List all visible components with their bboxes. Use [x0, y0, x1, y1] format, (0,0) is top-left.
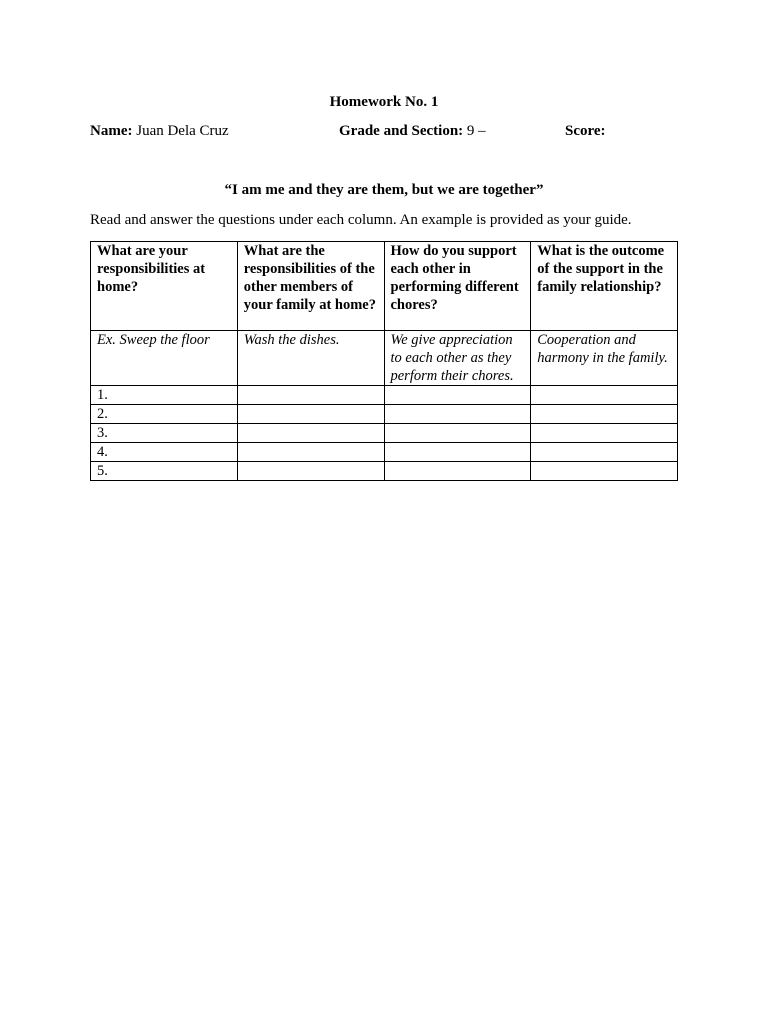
- header-outcome: What is the outcome of the support in the family relationship?: [531, 242, 678, 331]
- score-label: Score:: [565, 123, 606, 139]
- table-example-row: [91, 331, 678, 386]
- table-row: [91, 424, 678, 443]
- homework-title: Homework No. 1: [329, 94, 439, 110]
- row-number: 1.: [91, 386, 238, 405]
- example-cell: Cooperation and harmony in the family.: [531, 331, 678, 386]
- answer-cell[interactable]: [237, 443, 384, 462]
- instructions-text: Read and answer the questions under each column. An example is provided as your guide.: [90, 212, 632, 228]
- grade-section-value: 9 –: [463, 123, 486, 139]
- answer-cell[interactable]: [531, 405, 678, 424]
- table-header-row: [91, 242, 678, 331]
- answer-cell[interactable]: [237, 424, 384, 443]
- example-cell: Wash the dishes.: [237, 331, 384, 386]
- answer-cell[interactable]: [384, 443, 531, 462]
- answer-cell[interactable]: [531, 386, 678, 405]
- table-row: [91, 405, 678, 424]
- answer-cell[interactable]: [531, 462, 678, 481]
- header-family-responsibilities: What are the responsibilities of the other members of your family at home?: [237, 242, 384, 331]
- row-number: 4.: [91, 443, 238, 462]
- answer-cell[interactable]: [237, 462, 384, 481]
- answer-cell[interactable]: [384, 462, 531, 481]
- answer-cell[interactable]: [384, 386, 531, 405]
- theme-quote: “I am me and they are them, but we are together”: [224, 182, 544, 198]
- row-number: 5.: [91, 462, 238, 481]
- row-number: 2.: [91, 405, 238, 424]
- header-own-responsibilities: What are your responsibilities at home?: [91, 242, 238, 331]
- answer-cell[interactable]: [237, 386, 384, 405]
- homework-table: [90, 241, 678, 481]
- header-support: How do you support each other in performing different chores?: [384, 242, 531, 331]
- answer-cell[interactable]: [531, 424, 678, 443]
- example-cell: Ex. Sweep the floor: [91, 331, 238, 386]
- table-row: [91, 462, 678, 481]
- answer-cell[interactable]: [237, 405, 384, 424]
- name-field: [90, 122, 229, 140]
- name-value: Juan Dela Cruz: [132, 123, 229, 139]
- table-row: [91, 443, 678, 462]
- row-number: 3.: [91, 424, 238, 443]
- grade-section-label: Grade and Section:: [339, 123, 464, 139]
- table-row: [91, 386, 678, 405]
- answer-cell[interactable]: [531, 443, 678, 462]
- answer-cell[interactable]: [384, 405, 531, 424]
- student-info-row: [90, 122, 690, 142]
- example-cell: We give appreciation to each other as they perform their chores.: [384, 331, 531, 386]
- score-field: [565, 122, 606, 140]
- grade-section-field: [339, 122, 486, 140]
- answer-cell[interactable]: [384, 424, 531, 443]
- name-label: Name:: [90, 123, 133, 139]
